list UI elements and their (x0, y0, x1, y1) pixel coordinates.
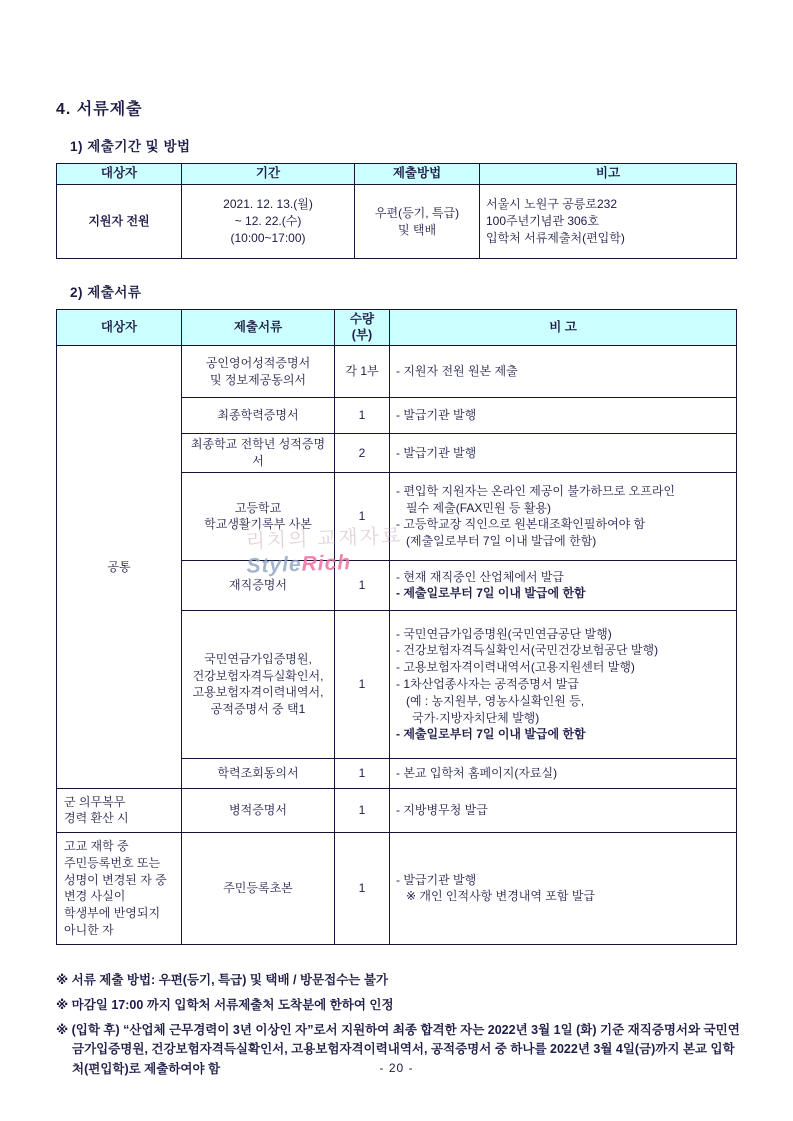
text-line: 100주년기념관 306호 (486, 214, 599, 229)
col-header-period: 기간 (182, 164, 355, 185)
cell-note (390, 472, 737, 560)
text-line: 고등학교 (234, 500, 282, 515)
cell-target: 지원자 전원 (57, 185, 182, 259)
text-line: 서울시 노원구 공릉로232 (486, 197, 618, 212)
cell-note (480, 185, 737, 259)
text-line: 공인영어성적증명서 (205, 355, 311, 370)
cell-note (390, 610, 737, 758)
cell-method (355, 185, 480, 259)
footnote: ※ (입학 후) “산업체 근무경력이 3년 이상인 자”로서 지원하여 최종 합격한 자는 2022년 3월 1일 (화) 기준 재직증명서와 국민연금가입증명원, 건강보험자격득실확인서, 고용보험자격이력내역서, 공적증명서 중 하나를 2022년 3월 4일(금)까지 본교 입학처(편입학)로 제출하여야 함 (56, 1023, 740, 1076)
watermark-text: 리치의 교재자료 (245, 525, 403, 553)
text-line: (제출일로부터 7일 이내 발급에 한함) (406, 534, 597, 549)
text-line: 변경 사실이 (64, 889, 126, 904)
text-line: - 편입학 지원자는 온라인 제공이 불가하므로 오프라인 (396, 483, 676, 498)
page-number: - 20 - (379, 1061, 414, 1075)
text-line: 국민연금가입증명원, (204, 651, 312, 666)
text-line: 입학처 서류제출처(편입학) (486, 230, 625, 245)
cell-document (182, 472, 335, 560)
table-header-row (57, 164, 737, 185)
cell-note (390, 398, 737, 434)
text-line: - 발급기관 발행 (396, 445, 477, 460)
text-line: - 발급기관 발행 (396, 408, 477, 423)
cell-quantity: 1 (335, 610, 390, 758)
cell-document (182, 610, 335, 758)
text-line: - 1차산업종사자는 공적증명서 발급 (396, 676, 579, 691)
table-row (57, 788, 737, 832)
text-line: 주민등록번호 또는 (64, 855, 161, 870)
cell-quantity: 각 1부 (335, 346, 390, 398)
cell-note (390, 560, 737, 610)
cell-document: 병적증명서 (182, 788, 335, 832)
text-line: 필수 제출(FAX민원 등 활용) (406, 500, 551, 515)
text-line: 고교 재학 중 (64, 838, 129, 853)
text-line: 학교생활기록부 사본 (204, 517, 312, 532)
cell-note (390, 346, 737, 398)
group-cell-common: 공통 (57, 346, 182, 789)
text-line: (예 : 농지원부, 영농사실확인원 등, (406, 693, 585, 708)
page-title: 4. 서류제출 (56, 101, 143, 118)
col-header-document: 제출서류 (182, 310, 335, 346)
text-line: 및 택배 (397, 222, 437, 237)
cell-note (390, 788, 737, 832)
col-header-method: 제출방법 (355, 164, 480, 185)
text-line: 공적증명서 중 택1 (210, 702, 306, 717)
cell-quantity: 1 (335, 758, 390, 788)
text-line: (10:00~17:00) (230, 230, 306, 245)
cell-note (390, 832, 737, 944)
text-line: 성명이 변경된 자 중 (64, 872, 167, 887)
text-line: 고용보험자격이력내역서, (192, 685, 324, 700)
cell-quantity: 1 (335, 788, 390, 832)
text-line: - 현재 재직중인 산업체에서 발급 (396, 569, 565, 584)
group-cell-military (57, 788, 182, 832)
text-line: - 발급기관 발행 (396, 872, 477, 887)
table-row (57, 185, 737, 259)
cell-quantity: 2 (335, 434, 390, 473)
text-line: - 제출일로부터 7일 이내 발급에 한함 (396, 586, 586, 601)
text-line: ~ 12. 22.(수) (234, 214, 302, 229)
section-1-heading: 1) 제출기간 및 방법 (70, 139, 191, 154)
text-line: 아니한 자 (64, 922, 114, 937)
watermark-brand-rich: Rich (301, 551, 352, 576)
col-header-target: 대상자 (57, 164, 182, 185)
cell-document: 학력조회동의서 (182, 758, 335, 788)
text-line: - 고등학교장 직인으로 원본대조확인필하여야 함 (396, 517, 646, 532)
col-header-note: 비고 (480, 164, 737, 185)
cell-document: 주민등록초본 (182, 832, 335, 944)
period-method-table (56, 163, 737, 259)
text-line: - 제출일로부터 7일 이내 발급에 한함 (396, 727, 586, 742)
section-2-heading: 2) 제출서류 (70, 285, 142, 300)
text-line: - 지원자 전원 원본 제출 (396, 364, 518, 379)
cell-note (390, 758, 737, 788)
table-row (57, 832, 737, 944)
cell-quantity: 1 (335, 472, 390, 560)
cell-quantity: 1 (335, 398, 390, 434)
text-line: (부) (351, 327, 373, 342)
footnote: ※ 마감일 17:00 까지 입학처 서류제출처 도착분에 한하여 인정 (56, 997, 394, 1012)
cell-quantity: 1 (335, 560, 390, 610)
text-line: - 본교 입학처 홈페이지(자료실) (396, 765, 558, 780)
text-line: - 국민연금가입증명원(국민연금공단 발행) (396, 626, 612, 641)
required-documents-table (56, 309, 737, 945)
table-header-row (57, 310, 737, 346)
text-line: - 지방병무청 발급 (396, 802, 488, 817)
cell-document: 최종학력증명서 (182, 398, 335, 434)
col-header-target: 대상자 (57, 310, 182, 346)
text-line: 및 정보제공동의서 (209, 372, 307, 387)
cell-period (182, 185, 355, 259)
text-line: 우편(등기, 특급) (374, 205, 460, 220)
text-line: 수량 (349, 312, 375, 326)
text-line: - 고용보험자격이력내역서(고용지원센터 발행) (396, 660, 635, 675)
footnote: ※ 서류 제출 방법: 우편(등기, 특급) 및 택배 / 방문접수는 불가 (56, 972, 388, 987)
text-line: ※ 개인 인적사항 변경내역 포함 발급 (406, 889, 596, 904)
col-header-quantity (335, 310, 390, 346)
col-header-note: 비 고 (390, 310, 737, 346)
text-line: 학생부에 반영되지 (64, 906, 161, 921)
text-line: 국가·지방자치단체 발행) (412, 710, 540, 725)
text-line: - 건강보험자격득실확인서(국민건강보험공단 발행) (396, 643, 659, 658)
group-cell-name-change (57, 832, 182, 944)
text-line: 경력 환산 시 (64, 811, 129, 826)
cell-note (390, 434, 737, 473)
cell-document: 최종학교 전학년 성적증명서 (182, 434, 335, 473)
text-line: 건강보험자격득실확인서, (192, 668, 324, 683)
watermark-brand-style: Style (246, 552, 303, 578)
table-row (57, 346, 737, 398)
text-line: 2021. 12. 13.(월) (223, 197, 313, 212)
cell-document: 재직증명서 (182, 560, 335, 610)
text-line: 군 의무복무 (64, 794, 126, 809)
cell-document (182, 346, 335, 398)
cell-quantity: 1 (335, 832, 390, 944)
